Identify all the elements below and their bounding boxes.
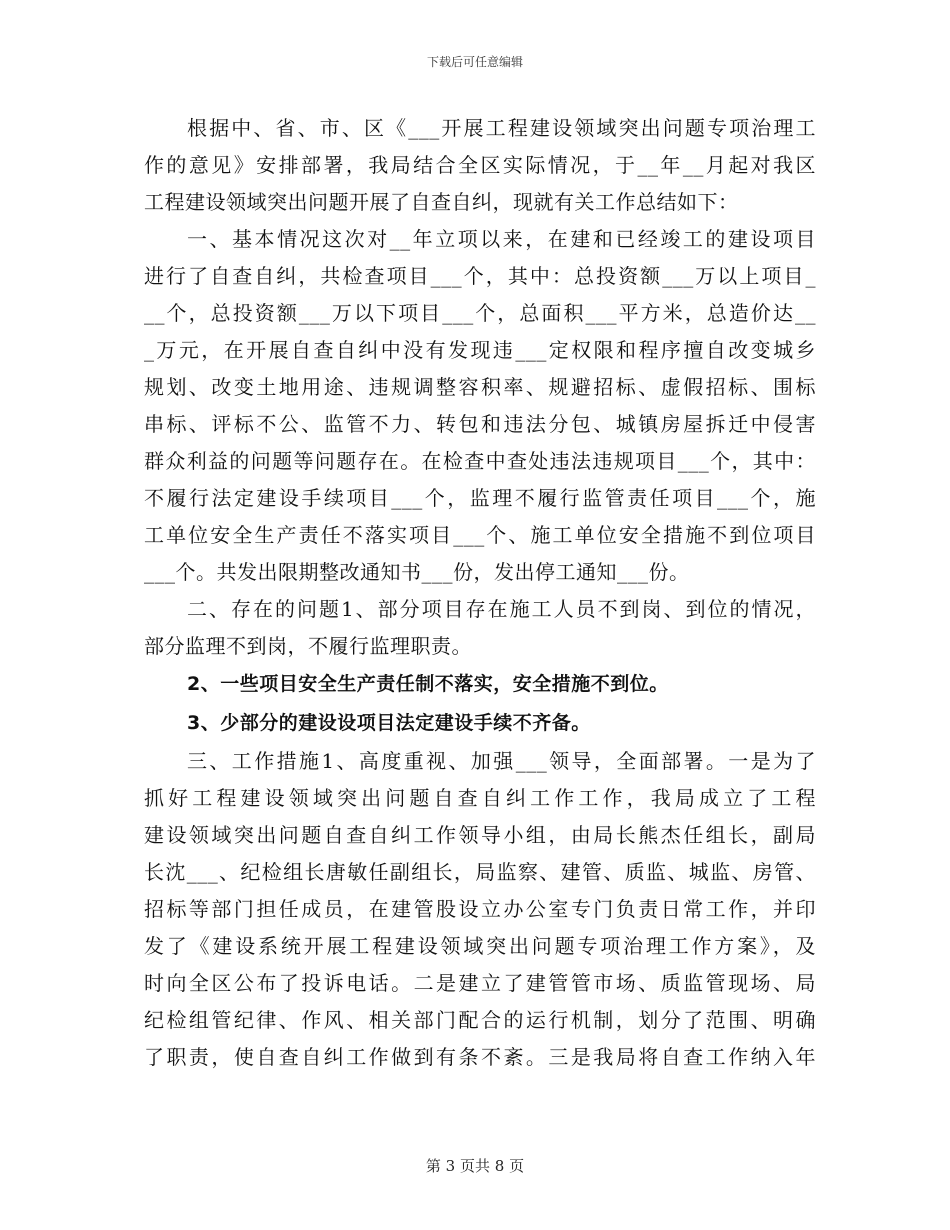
- paragraph-line: 进行了自查自纠，共检查项目___个，其中：总投资额___万以上项目_: [144, 264, 816, 288]
- page-number: 第 3 页共 8 页: [425, 1157, 525, 1175]
- paragraph-line: 抓好工程建设领域突出问题自查自纠工作工作，我局成立了工程: [144, 786, 816, 810]
- bold-paragraph-line: 2、一些项目安全生产责任制不落实，安全措施不到位。: [187, 673, 669, 695]
- paragraph-line: 工单位安全生产责任不落实项目___个、施工单位安全措施不到位项目: [144, 523, 816, 547]
- paragraph-line: 部分监理不到岗，不履行监理职责。: [144, 634, 472, 658]
- paragraph-line: __个，总投资额___万以下项目___个，总面积___平方米，总造价达__: [144, 301, 816, 325]
- paragraph-line: 作的意见》安排部署，我局结合全区实际情况，于__年__月起对我区: [144, 153, 816, 177]
- paragraph-line: 建设领域突出问题自查自纠工作领导小组，由局长熊杰任组长，副局: [144, 823, 816, 847]
- paragraph-line: 工程建设领域突出问题开展了自查自纠，现就有关工作总结如下：: [144, 190, 739, 214]
- paragraph-line: 规划、改变土地用途、违规调整容积率、规避招标、虚假招标、围标: [144, 375, 816, 399]
- paragraph-line: 根据中、省、市、区《___开展工程建设领域突出问题专项治理工: [187, 116, 816, 140]
- paragraph-line: _万元，在开展自查自纠中没有发现违___定权限和程序擅自改变城乡: [144, 338, 816, 362]
- paragraph-line: ___个。共发出限期整改通知书___份，发出停工通知___份。: [144, 560, 690, 584]
- paragraph-line: 串标、评标不公、监管不力、转包和违法分包、城镇房屋拆迁中侵害: [144, 412, 816, 436]
- paragraph-line: 长沈___、纪检组长唐敏任副组长，局监察、建管、质监、城监、房管、: [144, 860, 816, 884]
- paragraph-line: 一、基本情况这次对__年立项以来，在建和已经竣工的建设项目: [187, 227, 816, 251]
- paragraph-line: 招标等部门担任成员，在建管股设立办公室专门负责日常工作，并印: [144, 897, 816, 921]
- paragraph-line: 时向全区公布了投诉电话。二是建立了建管管市场、质监管现场、局: [144, 971, 816, 995]
- paragraph-line: 了职责，使自查自纠工作做到有条不紊。三是我局将自查工作纳入年: [144, 1045, 816, 1069]
- header-note: 下载后可任意编辑: [426, 55, 523, 69]
- paragraph-line: 发了《建设系统开展工程建设领域突出问题专项治理工作方案》，及: [144, 934, 816, 958]
- paragraph-line: 二、存在的问题1、部分项目存在施工人员不到岗、到位的情况，: [187, 597, 816, 621]
- bold-paragraph-line: 3、少部分的建设设项目法定建设手续不齐备。: [187, 712, 591, 734]
- paragraph-line: 不履行法定建设手续项目___个，监理不履行监管责任项目___个，施: [144, 486, 816, 510]
- paragraph-line: 群众利益的问题等问题存在。在检查中查处违法违规项目___个，其中：: [144, 449, 816, 473]
- paragraph-line: 纪检组管纪律、作风、相关部门配合的运行机制，划分了范围、明确: [144, 1008, 816, 1032]
- paragraph-line: 三、工作措施1、高度重视、加强___领导，全面部署。一是为了: [187, 749, 816, 773]
- document-body: [144, 110, 816, 1076]
